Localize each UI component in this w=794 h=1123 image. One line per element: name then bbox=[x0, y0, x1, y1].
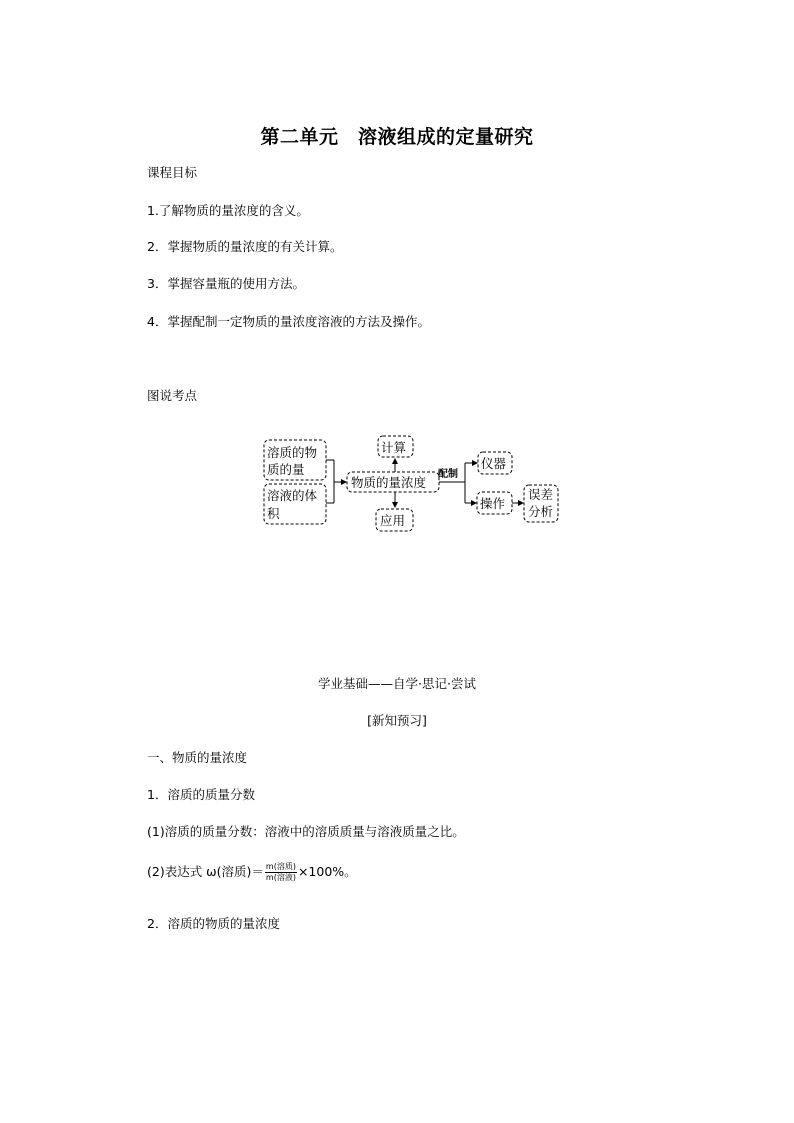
node-apply: 应用 bbox=[380, 513, 406, 528]
node-operation: 操作 bbox=[480, 496, 506, 511]
node-solution-volume-line2: 积 bbox=[267, 506, 280, 521]
formula-fraction bbox=[265, 862, 297, 883]
goal-item: 4．掌握配制一定物质的量浓度溶液的方法及操作。 bbox=[147, 314, 430, 329]
node-solute-amount-line2: 质的量 bbox=[267, 462, 305, 477]
formula-suffix: ×100%。 bbox=[297, 864, 357, 879]
paragraph-mass-fraction: (1)溶质的质量分数：溶液中的溶质质量与溶液质量之比。 bbox=[147, 824, 465, 839]
node-instrument: 仪器 bbox=[481, 456, 507, 471]
node-center: 物质的量浓度 bbox=[351, 475, 427, 490]
edge-label-prepare: 配制 bbox=[438, 469, 458, 480]
heading-mass-fraction: 1．溶质的质量分数 bbox=[147, 787, 255, 802]
formula-denominator: m(溶液) bbox=[265, 873, 296, 882]
diagram-heading: 图说考点 bbox=[147, 388, 198, 403]
heading-concentration: 一、物质的量浓度 bbox=[147, 750, 248, 765]
formula-numerator: m(溶质) bbox=[265, 862, 296, 871]
formula-prefix: (2)表达式 ω(溶质)＝ bbox=[147, 864, 264, 879]
formula-line bbox=[147, 862, 357, 883]
section-subheading: [新知预习] bbox=[367, 713, 427, 728]
node-solute-amount-line1: 溶质的物 bbox=[267, 445, 318, 460]
node-error-line1: 误差 bbox=[528, 487, 554, 502]
node-solution-volume-line1: 溶液的体 bbox=[267, 488, 318, 503]
heading-molar-concentration: 2．溶质的物质的量浓度 bbox=[147, 916, 280, 931]
goal-item: 1.了解物质的量浓度的含义。 bbox=[147, 203, 309, 218]
goal-item: 3．掌握容量瓶的使用方法。 bbox=[147, 276, 305, 291]
section-heading: 学业基础——自学·思记·尝试 bbox=[318, 676, 476, 691]
goal-item: 2．掌握物质的量浓度的有关计算。 bbox=[147, 239, 343, 254]
page-title: 第二单元 溶液组成的定量研究 bbox=[260, 126, 534, 148]
goals-heading: 课程目标 bbox=[147, 165, 198, 180]
node-error-line2: 分析 bbox=[528, 504, 554, 519]
node-calc: 计算 bbox=[381, 440, 407, 455]
